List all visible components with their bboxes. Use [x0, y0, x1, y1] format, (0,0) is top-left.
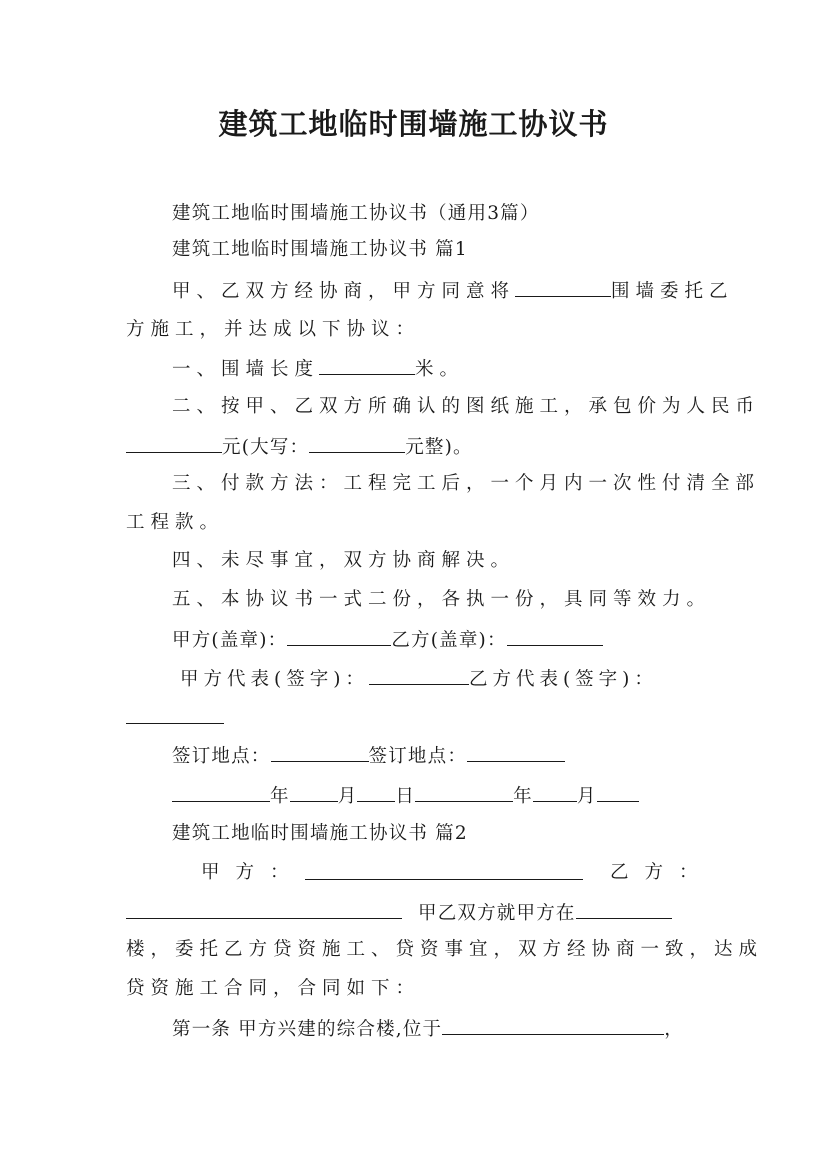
- date-line: [172, 781, 639, 811]
- text: 甲方(盖章)：: [172, 630, 288, 651]
- text: 元(大写：: [222, 437, 310, 458]
- blank-field: [126, 898, 402, 919]
- article-1: [172, 1014, 684, 1044]
- text: 月: [576, 786, 597, 807]
- text: 甲、乙双方经协商，甲方同意将: [172, 281, 516, 302]
- blank-field: [533, 781, 577, 802]
- item-4: 四、未尽事宜，双方协商解决。: [172, 550, 516, 571]
- blank-field: [442, 1014, 664, 1035]
- item-3-line1: 三、付款方法：工程完工后，一个月内一次性付清全部: [172, 473, 761, 494]
- document-subtitle: 建筑工地临时围墙施工协议书（通用3篇）: [172, 203, 540, 224]
- text: 乙方代表(签字)：: [468, 669, 658, 690]
- text: 一、围墙长度: [172, 359, 320, 380]
- paragraph-intro-line2: 方施工，并达成以下协议：: [126, 319, 421, 340]
- text: 乙方(盖章)：: [391, 630, 507, 651]
- signing-place-line: [172, 741, 565, 771]
- item-1: [172, 354, 464, 384]
- part2-heading: 建筑工地临时围墙施工协议书 篇2: [172, 823, 468, 844]
- blank-field: [172, 781, 270, 802]
- blank-field: [507, 625, 603, 646]
- blank-field: [597, 781, 639, 802]
- blank-field: [515, 276, 611, 297]
- text: 元整)。: [405, 437, 473, 458]
- blank-field: [126, 703, 224, 724]
- text: 围墙委托乙: [611, 281, 734, 302]
- text: 年: [513, 786, 533, 807]
- text: 米。: [415, 359, 465, 380]
- party-a-label: 甲方：: [201, 862, 305, 883]
- representative-blank: [126, 703, 224, 733]
- seal-line: [172, 625, 603, 655]
- party-a-blank: [305, 859, 583, 889]
- blank-field: [467, 741, 565, 762]
- text: 甲方代表(签字)：: [180, 669, 369, 690]
- text: 签订地点：: [172, 746, 271, 767]
- representative-line: [180, 664, 658, 694]
- blank-field: [290, 781, 338, 802]
- text: 甲乙双方就甲方在: [418, 903, 576, 924]
- blank-field: [357, 781, 395, 802]
- blank-field: [287, 625, 391, 646]
- blank-field: [319, 354, 415, 375]
- blank-field: [576, 898, 672, 919]
- item-2-line2: [126, 432, 473, 462]
- text: 年: [270, 786, 290, 807]
- text: 月: [337, 786, 358, 807]
- text: 日: [395, 786, 416, 807]
- paragraph-intro-line1: [172, 276, 734, 306]
- item-3-line2: 工程款。: [126, 512, 225, 533]
- paragraph-2-line2: 楼，委托乙方贷资施工、贷资事宜，双方经协商一致，达成: [126, 939, 764, 960]
- text: 签订地点：: [368, 746, 468, 767]
- blank-field: [415, 781, 513, 802]
- blank-field: [309, 432, 405, 453]
- party-b-line: [126, 898, 672, 928]
- blank-field: [305, 859, 583, 880]
- party-b-label: 乙方：: [610, 862, 714, 883]
- blank-field: [126, 432, 222, 453]
- blank-field: [271, 741, 369, 762]
- text: 第一条 甲方兴建的综合楼,位于: [172, 1019, 443, 1040]
- part1-heading: 建筑工地临时围墙施工协议书 篇1: [172, 239, 468, 260]
- document-title: 建筑工地临时围墙施工协议书: [218, 107, 609, 141]
- text: ，: [664, 1019, 684, 1040]
- item-5: 五、本协议书一式二份，各执一份，具同等效力。: [172, 589, 712, 610]
- blank-field: [369, 664, 469, 685]
- paragraph-2-line3: 贷资施工合同，合同如下：: [126, 978, 421, 999]
- item-2-line1: 二、按甲、乙双方所确认的图纸施工，承包价为人民币: [172, 396, 761, 417]
